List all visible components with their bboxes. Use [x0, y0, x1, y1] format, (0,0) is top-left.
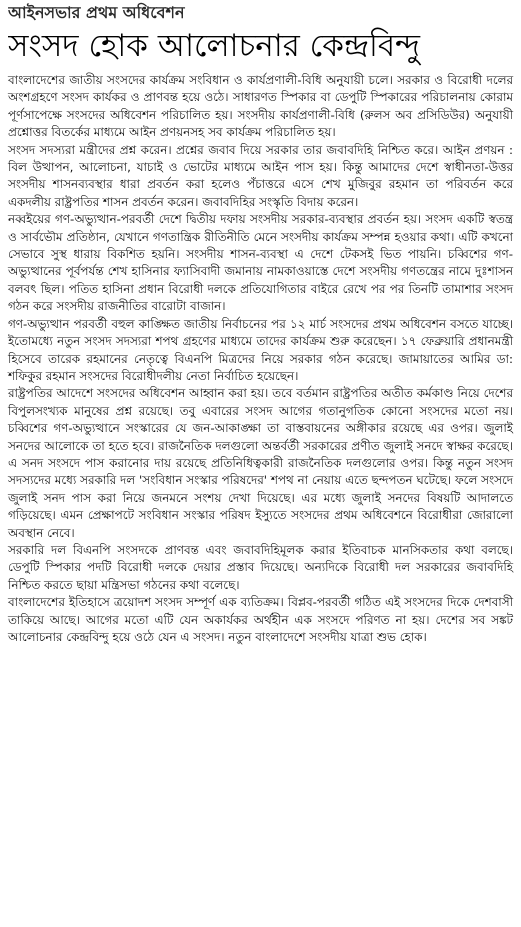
article-kicker: আইনসভার প্রথম অধিবেশন	[8, 3, 185, 22]
article-paragraph-2: সংসদ সদস্যরা মন্ত্রীদের প্রশ্ন করেন। প্রশ্নের জবাব দিয়ে সরকার তার জবাবদিহি নিশ্চিত করে। আইন প্রণয়ন : বিল উত্থাপন, আলোচনা, যাচাই ও ভোটের মাধ্যমে আইন পাস হয়। কিন্তু আমাদের দেশে স্বাধীনতা-উত্তর সংসদীয় শাসনব্যবস্থার ধারা প্রবর্তন করা হলেও পঁচাত্তরে এসে শেখ মুজিবুর রহমান তা পরিবর্তন করে একদলীয় রাষ্ট্রপতির শাসন প্রবর্তন করেন। জবাবদিহির সংস্কৃতি বিদায় করেন।	[8, 142, 513, 209]
article-paragraph-5: রাষ্ট্রপতির আদেশে সংসদের অধিবেশন আহ্বান করা হয়। তবে বর্তমান রাষ্ট্রপতির অতীত কর্মকাণ্ড নিয়ে দেশের বিপুলসংখ্যক মানুষের প্রশ্ন রয়েছে। তবু এবারের সংসদ আগের গতানুগতিক কোনো সংসদের মতো নয়। চব্বিশের গণ-অভ্যুত্থানে সংস্কারের যে জন-আকাঙ্ক্ষা তা বাস্তবায়নের অঙ্গীকার রয়েছে এর ওপর। জুলাই সনদের আলোকে তা হতে হবে। রাজনৈতিক দলগুলো অন্তর্বর্তী সরকারের প্রণীত জুলাই সনদে স্বাক্ষর করেছে। এ সনদ সংসদে পাস করানোর দায় রয়েছে প্রতিনিধিত্বকারী রাজনৈতিক দলগুলোর ওপর। কিন্তু নতুন সংসদ সদস্যদের মধ্যে সরকারি দল 'সংবিধান সংস্কার পরিষদের' শপথ না নেয়ায় এতে ছন্দপতন ঘটেছে। ফলে সংসদে জুলাই সনদ পাস করা নিয়ে জনমনে সংশয় দেখা দিয়েছে। এর মধ্যে জুলাই সনদের বিষয়টি আদালতে গড়িয়েছে। এমন প্রেক্ষাপটে সংবিধান সংস্কার পরিষদ ইস্যুতে সংসদের প্রথম অধিবেশনে বিরোধীরা জোরালো অবস্থান নেবে।	[8, 386, 513, 540]
article-body	[8, 72, 513, 646]
article-paragraph-4: গণ-অভ্যুত্থান পরবর্তী বহুল কাঙ্ক্ষিত জাতীয় নির্বাচনের পর ১২ মার্চ সংসদের প্রথম অধিবেশন বসতে যাচ্ছে। ইতোমধ্যে নতুন সংসদ সদস্যরা শপথ গ্রহণের মাধ্যমে তাদের কার্যক্রম শুরু করেছেন। ১৭ ফেব্রুয়ারি প্রধানমন্ত্রী হিসেবে তারেক রহমানের নেতৃত্বে বিএনপি মিত্রদের নিয়ে সরকার গঠন করেছে। জামায়াতের আমির ডা: শফিকুর রহমান সংসদের বিরোধীদলীয় নেতা নির্বাচিত হয়েছেন।	[8, 316, 513, 383]
article-paragraph-7: বাংলাদেশের ইতিহাসে ত্রয়োদশ সংসদ সম্পূর্ণ এক ব্যতিক্রম। বিপ্লব-পরবর্তী গঠিত এই সংসদের দিকে দেশবাসী তাকিয়ে আছে। আগের মতো এটি যেন অকার্যকর অর্থহীন এক সংসদে পরিণত না হয়। দেশের সব সঙ্কট আলোচনার কেন্দ্রবিন্দু হয়ে ওঠে যেন এ সংসদ। নতুন বাংলাদেশে সংসদীয় যাত্রা শুভ হোক।	[8, 595, 513, 644]
article-paragraph-3: নব্বইয়ের গণ-অভ্যুত্থান-পরবর্তী দেশে দ্বিতীয় দফায় সংসদীয় সরকার-ব্যবস্থার প্রবর্তন হয়। সংসদ একটি স্বতন্ত্র ও সার্বভৌম প্রতিষ্ঠান, যেখানে গণতান্ত্রিক রীতিনীতি মেনে সংসদীয় কার্যক্রম সম্পন্ন হওয়ার কথা। এটি কখনো সেভাবে সুস্থ ধারায় বিকশিত হয়নি। সংসদীয় শাসন-ব্যবস্থা এ দেশে টেকসই ভিত পায়নি। চব্বিশের গণ-অভ্যুত্থানের পূর্বপর্যন্ত শেখ হাসিনার ফ্যাসিবাদী জমানায় নামকাওয়াস্তে দেশে সংসদীয় গণতন্ত্রের নামে দুঃশাসন বলবৎ ছিল। পতিত হাসিনা প্রধান বিরোধী দলকে প্রতিযোগিতার বাইরে রেখে পর পর তিনটি তামাশার সংসদ গঠন করে সংসদীয় রাজনীতির বারোটা বাজান।	[8, 212, 513, 314]
article-headline: সংসদ হোক আলোচনার কেন্দ্রবিন্দু	[8, 28, 421, 64]
article-paragraph-1: বাংলাদেশের জাতীয় সংসদের কার্যক্রম সংবিধান ও কার্যপ্রণালী-বিধি অনুযায়ী চলে। সরকার ও বিরোধী দলের অংশগ্রহণে সংসদ কার্যকর ও প্রাণবন্ত হয়ে ওঠে। সাধারণত স্পিকার বা ডেপুটি স্পিকারের পরিচালনায় কোরাম পূর্ণসাপেক্ষে সংসদের অধিবেশন পরিচালিত হয়। সংসদীয় কার্যপ্রণালী-বিধি (রুলস অব প্রসিডিউর) অনুযায়ী প্রশ্নোত্তর বিতর্কের মাধ্যমে আইন প্রণয়নসহ সব কার্যক্রম পরিচালিত হয়।	[8, 73, 513, 140]
article-paragraph-6: সরকারি দল বিএনপি সংসদকে প্রাণবন্ত এবং জবাবদিহিমূলক করার ইতিবাচক মানসিকতার কথা বলছে। ডেপুটি স্পিকার পদটি বিরোধী দলকে দেয়ার প্রস্তাব দিয়েছে। অন্যদিকে বিরোধী দল সরকারের জবাবদিহি নিশ্চিত করতে ছায়া মন্ত্রিসভা গঠনের কথা বলেছে।	[8, 542, 513, 592]
